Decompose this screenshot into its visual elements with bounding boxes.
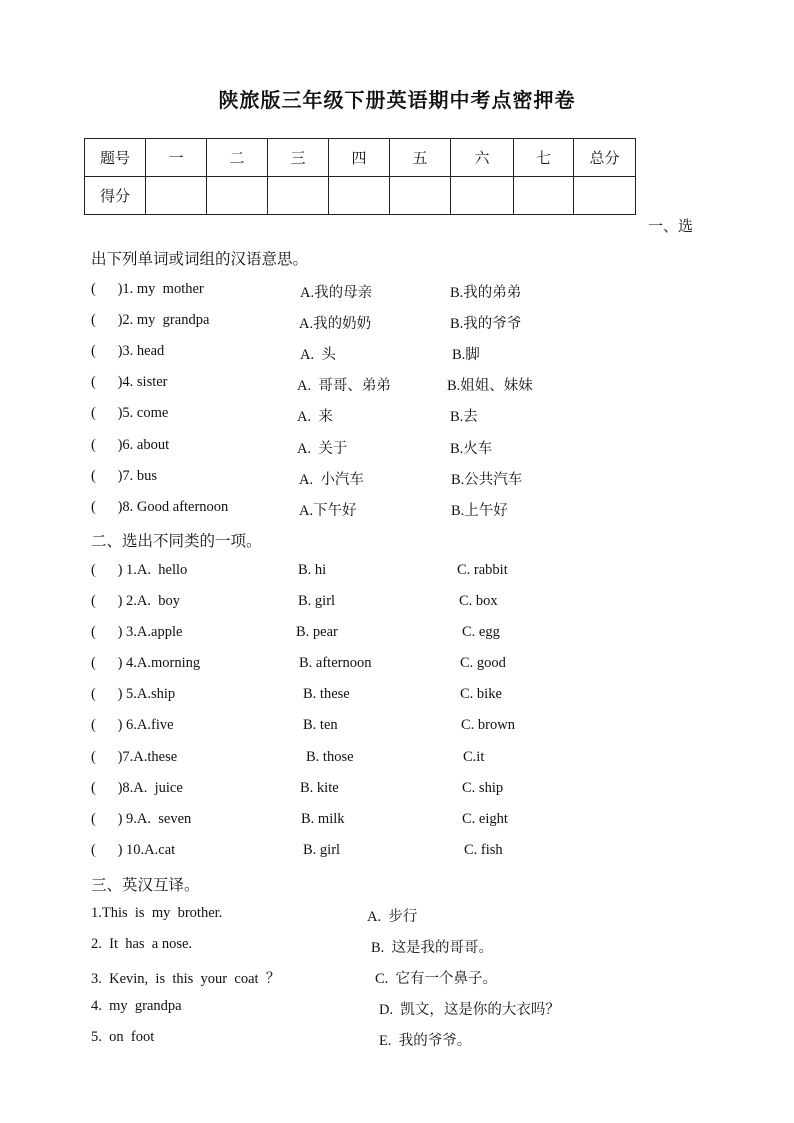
score-cell[interactable] [451,177,514,215]
section1-heading: 出下列单词或词组的汉语意思。 [91,251,309,268]
score-cell[interactable] [390,177,451,215]
score-table-score-row [85,177,636,215]
s1-question: ( )5. come [91,405,169,421]
s2-option-b: B. those [306,749,354,765]
score-cell[interactable] [146,177,207,215]
s1-question: ( )8. Good afternoon [91,499,229,515]
s2-question: ( ) 5.A.ship [91,686,176,702]
s3-item-left: 2. It has a nose. [91,936,193,952]
score-cell[interactable] [207,177,268,215]
s2-option-b: B. hi [298,562,327,578]
s2-question: ( ) 4.A.morning [91,655,201,671]
s1-option-b: B.火车 [450,441,493,457]
s1-option-a: A.我的母亲 [300,285,373,301]
s3-item-left: 5. on foot [91,1029,155,1045]
s2-option-b: B. these [303,686,350,702]
s1-option-a: A. 来 [297,409,333,425]
score-table-header-cell: 三 [268,139,329,177]
s2-question: ( )8.A. juice [91,780,183,796]
score-table-header-cell: 一 [146,139,207,177]
s2-option-c: C. egg [462,624,500,640]
score-table-header-cell: 二 [207,139,268,177]
s1-option-b: B.去 [450,409,478,425]
score-table-header-cell: 总分 [574,139,636,177]
score-row-label: 得分 [85,177,146,215]
s3-item-right: C. 它有一个鼻子。 [375,971,498,987]
s2-question: ( ) 1.A. hello [91,562,188,578]
s2-option-c: C. ship [462,780,504,796]
page-title: 陕旅版三年级下册英语期中考点密押卷 [218,90,576,112]
s1-question: ( )2. my grandpa [91,312,210,328]
s1-option-a: A. 关于 [297,441,348,457]
s2-option-c: C. bike [460,686,502,702]
s1-question: ( )4. sister [91,374,168,390]
s1-option-a: A. 哥哥、弟弟 [297,378,391,394]
s1-option-b: B.姐姐、妹妹 [447,378,533,394]
score-table-header-cell: 六 [451,139,514,177]
s2-option-c: C. good [460,655,506,671]
s2-question: ( ) 6.A.five [91,717,174,733]
s1-option-a: A.我的奶奶 [299,316,372,332]
s2-option-c: C. box [459,593,498,609]
s1-question: ( )6. about [91,437,170,453]
s2-question: ( ) 9.A. seven [91,811,192,827]
s1-option-b: B.脚 [452,347,480,363]
s1-option-a: A.下午好 [299,503,357,519]
s2-option-b: B. afternoon [299,655,372,671]
score-cell[interactable] [514,177,574,215]
s1-option-b: B.我的弟弟 [450,285,522,301]
s2-option-c: C. fish [464,842,503,858]
s3-item-left: 4. my grandpa [91,998,182,1014]
s3-item-left: 3. Kevin, is this your coat ？ [91,971,281,987]
s2-option-b: B. kite [300,780,339,796]
s1-option-a: A. 头 [300,347,336,363]
s1-question: ( )3. head [91,343,165,359]
score-table-header-cell: 七 [514,139,574,177]
s2-option-b: B. girl [303,842,341,858]
s3-item-left: 1.This is my brother. [91,905,223,921]
s2-option-c: C. rabbit [457,562,508,578]
score-table-header-row [85,139,636,177]
s1-question: ( )7. bus [91,468,158,484]
s1-option-b: B.我的爷爷 [450,316,522,332]
s2-option-c: C. eight [462,811,508,827]
section1-heading-start: 一、选 [648,219,694,235]
s1-question: ( )1. my mother [91,281,204,297]
s3-item-right: B. 这是我的哥哥。 [371,940,494,956]
s1-option-b: B.上午好 [451,503,508,519]
s2-question: ( ) 3.A.apple [91,624,183,640]
s2-question: ( )7.A.these [91,749,178,765]
s2-option-b: B. ten [303,717,338,733]
section3-heading: 三、英汉互译。 [91,877,200,894]
score-table-header-cell: 题号 [85,139,146,177]
s2-option-c: C.it [463,749,485,765]
score-table-header-cell: 五 [390,139,451,177]
s3-item-right: E. 我的爷爷。 [379,1033,472,1049]
s3-item-right: D. 凯文，这是你的大衣吗？ [379,1002,560,1018]
s2-option-b: B. milk [301,811,345,827]
score-table [84,138,636,215]
s3-item-right: A. 步行 [367,909,418,925]
score-cell[interactable] [574,177,636,215]
score-cell[interactable] [268,177,329,215]
s2-option-b: B. girl [298,593,336,609]
score-table-header-cell: 四 [329,139,390,177]
section2-heading: 二、选出不同类的一项。 [91,533,262,550]
s2-question: ( ) 10.A.cat [91,842,176,858]
s1-option-a: A. 小汽车 [299,472,364,488]
s2-option-b: B. pear [296,624,338,640]
s2-question: ( ) 2.A. boy [91,593,181,609]
s2-option-c: C. brown [461,717,515,733]
s1-option-b: B.公共汽车 [451,472,523,488]
score-cell[interactable] [329,177,390,215]
